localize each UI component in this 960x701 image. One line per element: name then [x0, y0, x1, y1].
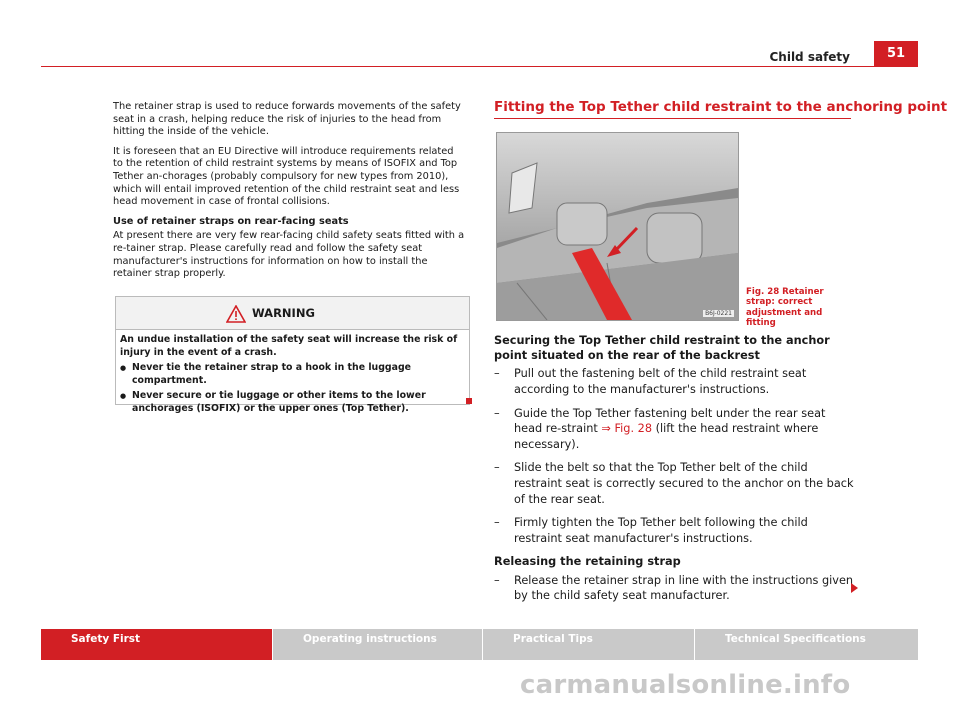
continued-arrow-icon	[851, 583, 858, 593]
paragraph: The retainer strap is used to reduce forwards movements of the safety seat in a crash, helping reduce the risk of injuries to the head from hitting the inside of the vehicle.	[113, 101, 461, 138]
subheading: Securing the Top Tether child restraint to the anchor point situated on the rear of the backrest	[494, 334, 830, 363]
tab-technical-specifications[interactable]: Technical Specifications	[695, 629, 918, 660]
list-item: – Guide the Top Tether fastening belt under the rear seat head re-straint ⇒ Fig. 28 (lift the head restraint where necessary).	[494, 406, 826, 451]
tab-operating-instructions[interactable]: Operating instructions	[273, 629, 482, 660]
section-end-marker	[466, 398, 472, 404]
right-column	[494, 333, 856, 612]
figure-caption: Fig. 28 Retainer strap: correct adjustment and fitting	[746, 287, 824, 329]
subheading: Releasing the retaining strap	[494, 555, 681, 569]
warning-triangle-icon	[226, 305, 246, 323]
list-item: – Release the retainer strap in line with the instructions given by the child safety seat manufacturer.	[494, 573, 854, 603]
paragraph: It is foreseen that an EU Directive will introduce requirements related to the retention of child restraint systems by means of ISOFIX and Top Tether an-chorages (probably compulsory for new types from 2010), which will entail improved retention of the child restraint seat and less head movement in case of frontal collisions.	[113, 145, 460, 208]
warning-item: ● Never secure or tie luggage or other items to the lower anchorages (ISOFIX) or the upper ones (Top Tether).	[120, 390, 465, 415]
warning-header	[116, 297, 469, 330]
running-header-title: Child safety	[769, 50, 850, 64]
list-item: – Pull out the fastening belt of the child restraint seat according to the manufacturer's instructions.	[494, 367, 807, 396]
warning-list	[120, 362, 465, 415]
warning-body	[116, 330, 469, 416]
header-rule	[41, 66, 874, 67]
tab-safety-first[interactable]: Safety First	[41, 629, 272, 660]
list-item: – Slide the belt so that the Top Tether belt of the child restraint seat is correctly secured to the anchor on the back of the rear seat.	[494, 461, 854, 506]
warning-intro: An undue installation of the safety seat will increase the risk of injury in the event of a crash.	[120, 334, 458, 358]
warning-item: ● Never tie the retainer strap to a hook in the luggage compartment.	[120, 362, 465, 387]
section-title: Fitting the Top Tether child restraint to the anchoring point	[494, 99, 948, 115]
figure-28-image	[496, 132, 739, 321]
section-title-rule	[494, 118, 851, 119]
left-column	[113, 101, 465, 288]
paragraph: At present there are very few rear-facing child safety seats fitted with a re-tainer strap. Please carefully read and follow the safety seat manufacturer's instructions for information on how to install the retainer strap properly.	[113, 230, 465, 280]
watermark: carmanualsonline.info	[520, 670, 851, 700]
rear-seat-illustration	[497, 133, 738, 320]
list-item: – Firmly tighten the Top Tether belt following the child restraint seat manufacturer's instructions.	[494, 516, 808, 545]
figure-code: B6J-0221	[705, 310, 732, 317]
tab-practical-tips[interactable]: Practical Tips	[483, 629, 694, 660]
page-number: 51	[874, 41, 918, 67]
subheading: Use of retainer straps on rear-facing seats	[113, 215, 349, 227]
warning-title: WARNING	[252, 306, 315, 320]
warning-box	[115, 296, 470, 414]
figure-reference-link[interactable]: ⇒ Fig. 28	[601, 422, 653, 436]
